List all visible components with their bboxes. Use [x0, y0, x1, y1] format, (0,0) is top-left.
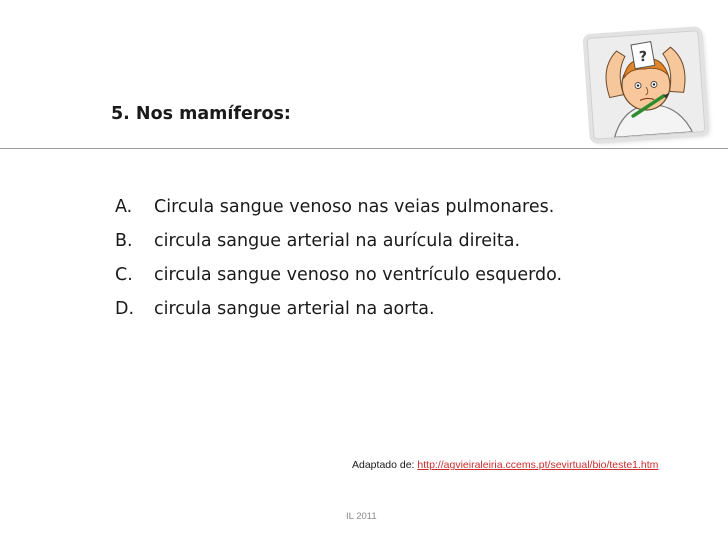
question-title: 5. Nos mamíferos: — [111, 104, 291, 124]
svg-text:?: ? — [638, 48, 648, 66]
option-text: circula sangue arterial na aurícula direita. — [154, 231, 521, 251]
footer-credit: IL 2011 — [346, 511, 377, 522]
answer-option-c[interactable] — [115, 264, 562, 298]
answer-option-a[interactable] — [115, 196, 562, 230]
option-text: Circula sangue venoso nas veias pulmonares. — [154, 197, 555, 217]
option-text: circula sangue arterial na aorta. — [154, 299, 435, 319]
answer-option-b[interactable] — [115, 230, 562, 264]
option-letter: D. — [115, 299, 135, 319]
answer-option-d[interactable] — [115, 298, 562, 332]
thinking-student-icon — [587, 30, 706, 140]
option-letter: A. — [115, 197, 133, 217]
option-text: circula sangue venoso no ventrículo esquerdo. — [154, 265, 563, 285]
option-letter: C. — [115, 265, 133, 285]
source-attribution — [352, 459, 658, 471]
answer-options-list — [115, 196, 562, 332]
divider-line — [0, 148, 728, 149]
source-link[interactable]: http://agvieiraleiria.ccems.pt/sevirtual/bio/teste1.htm — [417, 459, 659, 471]
option-letter: B. — [115, 231, 133, 251]
source-prefix: Adaptado de: — [352, 459, 418, 471]
